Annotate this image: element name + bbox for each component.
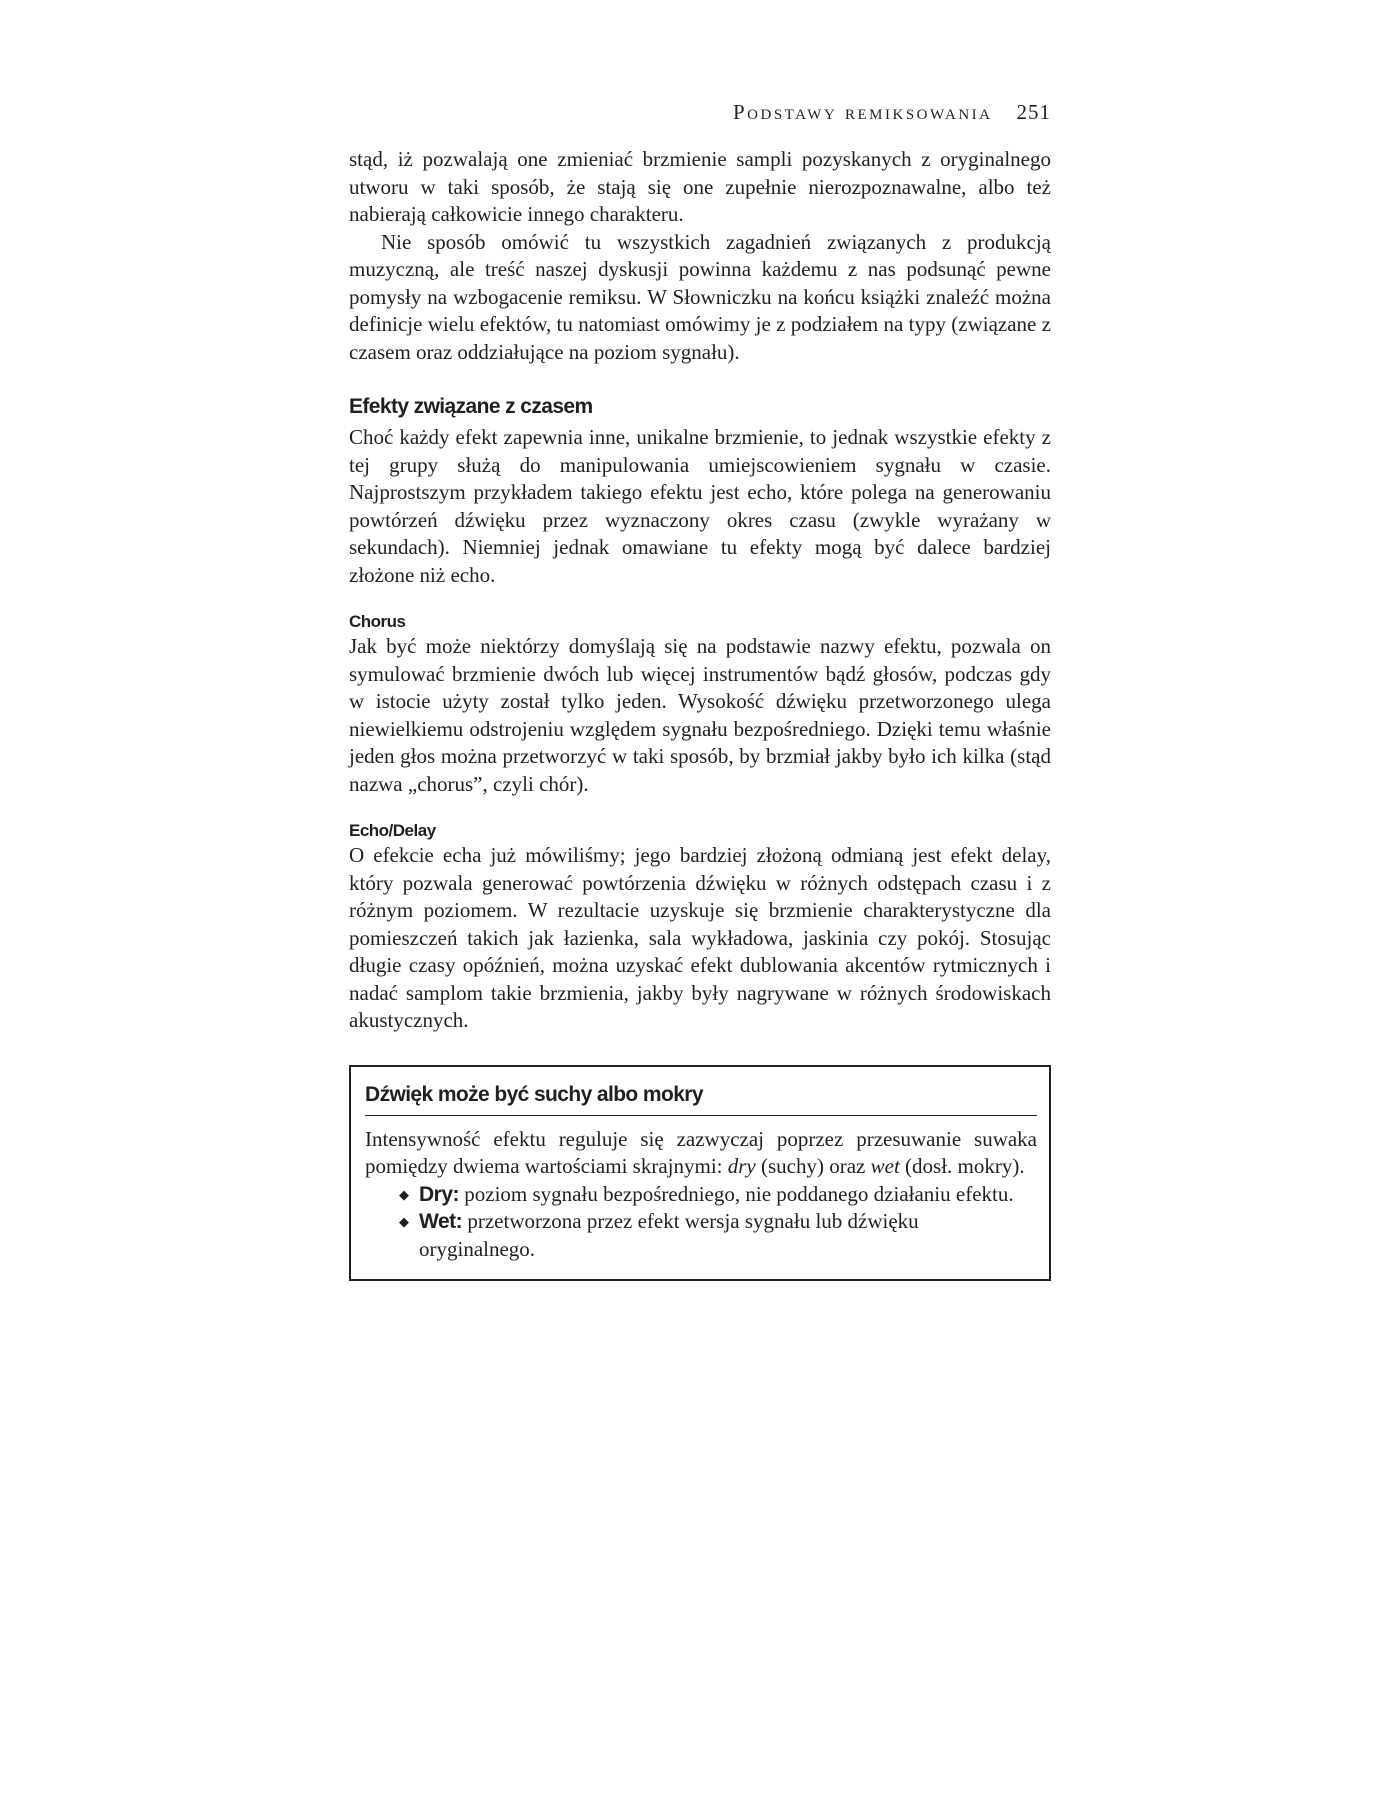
term-dry: dry <box>727 1154 756 1178</box>
sidebar-list <box>365 1181 1037 1264</box>
sidebar-intro-mid: (suchy) oraz <box>755 1154 871 1178</box>
sidebar-intro <box>365 1126 1037 1181</box>
intro-paragraph-2: Nie sposób omówić tu wszystkich zagadnień związanych z produkcją muzyczną, ale treść naszej dyskusji powinna każdemu z nas podsunąć pewne pomysły na wzbogacenie remiksu. W Słowniczku na końcu książki znaleźć można definicje wielu efektów, tu natomiast omówimy je z podziałem na typy (związane z czasem oraz oddziałujące na poziom sygnału). <box>349 229 1051 364</box>
running-head <box>349 100 1051 130</box>
list-item <box>399 1181 1037 1209</box>
list-item <box>399 1208 1037 1263</box>
page-number: 251 <box>1016 100 1051 124</box>
echo-delay-heading: Echo/Delay <box>349 821 436 840</box>
chorus-paragraph: Jak być może niektórzy domyślają się na podstawie nazwy efektu, pozwala on symulować brzmienie dwóch lub więcej instrumentów bądź głosów, podczas gdy w istocie użyty został tylko jeden. Wysokość dźwięku przetworzonego ulega niewielkiemu odstrojeniu względem sygnału bezpośredniego. Dzięki temu właśnie jeden głos można przetworzyć w taki sposób, by brzmiał jakby było ich kilka (stąd nazwa „chorus”, czyli chór). <box>349 634 1051 796</box>
list-item-text: poziom sygnału bezpośredniego, nie poddanego działaniu efektu. <box>459 1181 1014 1206</box>
list-item-text: przetworzona przez efekt wersja sygnału lub dźwięku oryginalnego. <box>419 1209 919 1261</box>
running-head-title: Podstawy remiksowania <box>732 100 993 124</box>
diamond-bullet-icon: ◆ <box>399 1214 409 1229</box>
term-wet: wet <box>870 1154 900 1178</box>
diamond-bullet-icon: ◆ <box>399 1186 409 1202</box>
sidebar-box <box>349 1065 1051 1282</box>
sidebar-divider <box>365 1115 1037 1116</box>
chorus-heading: Chorus <box>349 612 406 631</box>
list-item-term: Dry: <box>419 1182 460 1206</box>
book-page <box>349 100 1051 1281</box>
sidebar-intro-after: (dosł. mokry). <box>899 1154 1025 1178</box>
sidebar-title: Dźwięk może być suchy albo mokry <box>365 1082 703 1106</box>
list-item-term: Wet: <box>419 1210 463 1233</box>
intro-paragraph-1: stąd, iż pozwalają one zmieniać brzmienie sampli pozyskanych z oryginalnego utworu w taki sposób, że stają się one zupełnie nierozpoznawalne, albo też nabierają całkowicie innego charakteru. <box>349 147 1051 226</box>
section-heading: Efekty związane z czasem <box>349 395 593 418</box>
sidebar-intro-before: Intensywność efektu reguluje się zazwyczaj poprzez przesuwanie suwaka pomiędzy dwiema wartościami skrajnymi: <box>365 1126 1037 1178</box>
section-paragraph: Choć każdy efekt zapewnia inne, unikalne brzmienie, to jednak wszystkie efekty z tej grupy służą do manipulowania umiejscowieniem sygnału w czasie. Najprostszym przykładem takiego efektu jest echo, które polega na generowaniu powtórzeń dźwięku przez wyznaczony okres czasu (zwykle wyrażany w sekundach). Niemniej jednak omawiane tu efekty mogą być dalece bardziej złożone niż echo. <box>349 425 1051 587</box>
echo-delay-paragraph: O efekcie echa już mówiliśmy; jego bardziej złożoną odmianą jest efekt delay, który pozwala generować powtórzenia dźwięku w różnych odstępach czasu i z różnym poziomem. W rezultacie uzyskuje się brzmienie charakterystyczne dla pomieszczeń takich jak łazienka, sala wykładowa, jaskinia czy pokój. Stosując długie czasy opóźnień, można uzyskać efekt dublowania akcentów rytmicznych i nadać samplom takie brzmienia, jakby były nagrywane w różnych środowiskach akustycznych. <box>349 843 1051 1032</box>
